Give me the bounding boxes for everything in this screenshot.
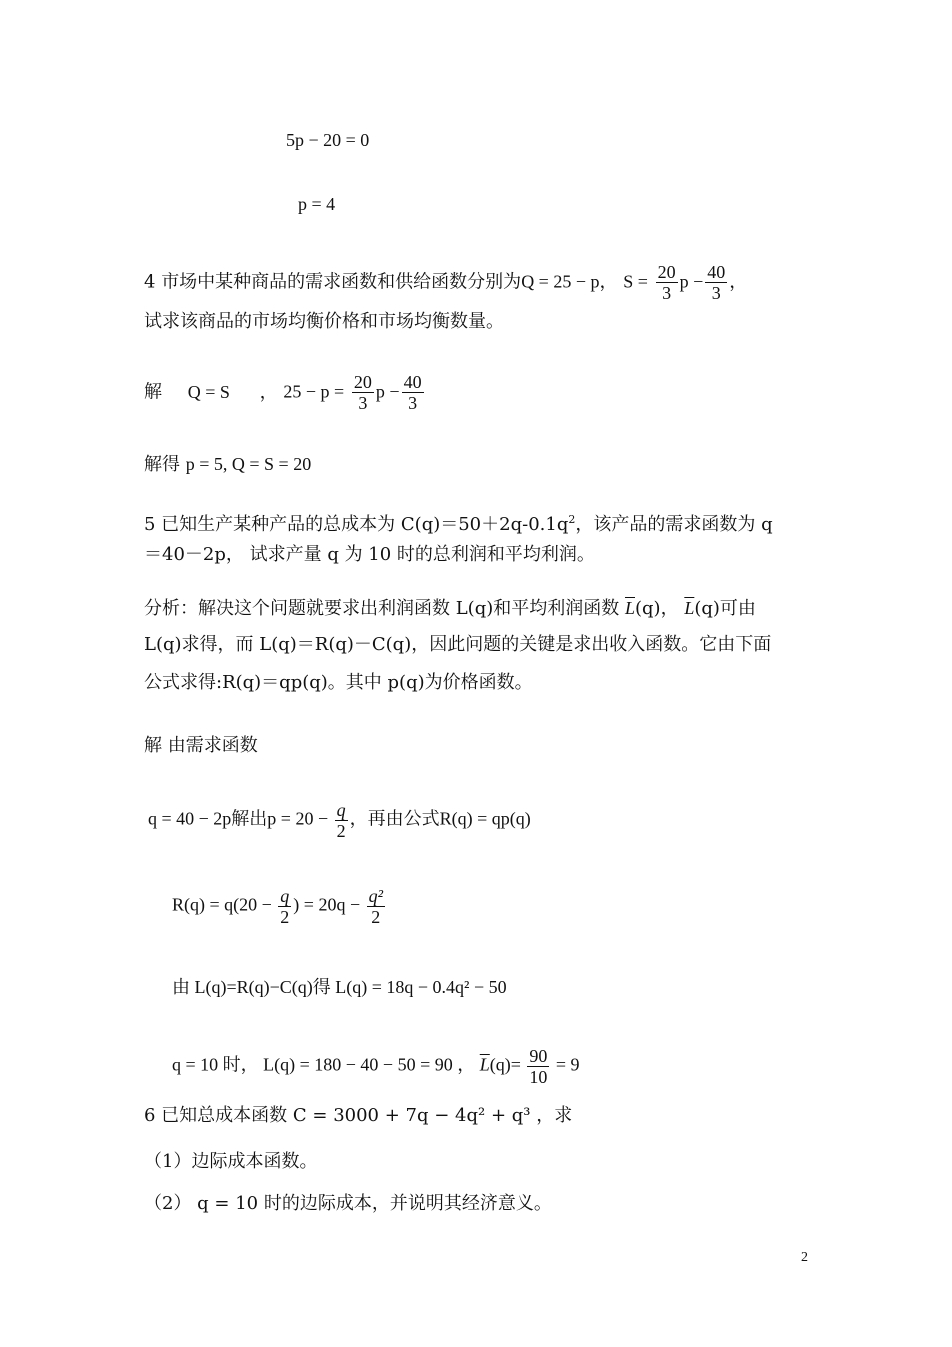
q4-text: 市场中某种商品的需求函数和供给函数分别为 <box>161 271 522 293</box>
L-bar: $\overline{L}$ <box>624 598 635 618</box>
q4-number: 4 <box>144 271 156 293</box>
q4-S-lhs: S = <box>623 271 648 292</box>
q4-result-value: p = 5, Q = S = 20 <box>185 454 312 474</box>
equation-5p: 5p − 20 = 0 <box>286 130 370 150</box>
fraction: $\frac{q}{2}$ <box>280 886 290 927</box>
fraction: $\frac{\text{q²}}{2}$ <box>368 886 383 927</box>
q6-item2: （2） q = 10 时的边际成本，并说明其经济意义。 <box>144 1193 552 1214</box>
q6-line1: 6 已知总成本函数 C = 3000 + 7q − 4q² + q³ ，求 <box>144 1105 573 1126</box>
q5-eq1: q = 40 − 2p解出p = 20 − $\frac{q}{2}$ ，再由公式R(q) = qp(q) <box>148 800 531 841</box>
q5-analysis-line3: 公式求得:R(q)＝qp(q)。其中 p(q)为价格函数。 <box>144 672 533 693</box>
q4-solution: 解 Q = S ， 25 − p = $\frac{20}{3}$ p − $\frac{40}{3}$ <box>144 372 422 413</box>
fraction: $\frac{20}{3}$ <box>353 372 372 413</box>
q5-solution-head: 解 由需求函数 <box>144 735 258 756</box>
equation-p4: p = 4 <box>298 194 336 214</box>
fraction: $\frac{20}{3}$ <box>657 262 676 303</box>
page-number: 2 <box>801 1250 808 1265</box>
q4-QS: Q = S <box>187 381 230 402</box>
L-bar: $\overline{L}$ <box>684 598 695 618</box>
solution-label: 解 <box>144 381 162 403</box>
fraction: $\frac{40}{3}$ <box>403 372 422 413</box>
q5-line2: ＝40－2p， 试求产量 q 为 10 时的总利润和平均利润。 <box>144 544 595 565</box>
q4-Q-expr: Q = 25 − p <box>521 271 600 292</box>
q4-p-minus: p − <box>679 271 704 292</box>
L-bar: $\overline{L}$ <box>479 1054 490 1075</box>
q6-item1: （1）边际成本函数。 <box>144 1151 318 1172</box>
q4-line1: 4 市场中某种商品的需求函数和供给函数分别为Q = 25 − p， S = $\frac{20}{3}$ p − $\frac{40}{3}$ ， <box>144 262 748 303</box>
q4-result: 解得 p = 5, Q = S = 20 <box>144 454 312 475</box>
q5-eq4: q = 10 时， L(q) = 180 − 40 − 50 = 90 ， $\overline{L}(q)=$ $\frac{90}{10}$ = 9 <box>172 1046 580 1087</box>
q5-eq2: R(q) = q(20 − $\frac{q}{2}$ ) = 20q − $\frac{\text{q²}}{2}$ <box>172 886 383 927</box>
q5-analysis-line1: 分析：解决这个问题就要求出利润函数 L(q)和平均利润函数 $\overline{L}(q)$， $\overline{L}(q)$可由 <box>144 598 756 619</box>
q5-eq3: 由 L(q)=R(q)−C(q)得 L(q) = 18q − 0.4q² − 50 <box>172 977 507 997</box>
q4-sol-lhs: 25 − p = <box>283 381 345 402</box>
q5-analysis-line2: L(q)求得，而 L(q)＝R(q)－C(q)，因此问题的关键是求出收入函数。它由下面 <box>144 634 772 655</box>
q5-line1: 5 已知生产某种产品的总成本为 $C(q)=50+2q-0.1q^2$，该产品的需求函数为 q <box>144 513 773 535</box>
fraction: $\frac{40}{3}$ <box>707 262 726 303</box>
fraction: $\frac{q}{2}$ <box>336 800 346 841</box>
fraction: $\frac{90}{10}$ <box>529 1046 548 1087</box>
q4-line2: 试求该商品的市场均衡价格和市场均衡数量。 <box>144 311 504 332</box>
